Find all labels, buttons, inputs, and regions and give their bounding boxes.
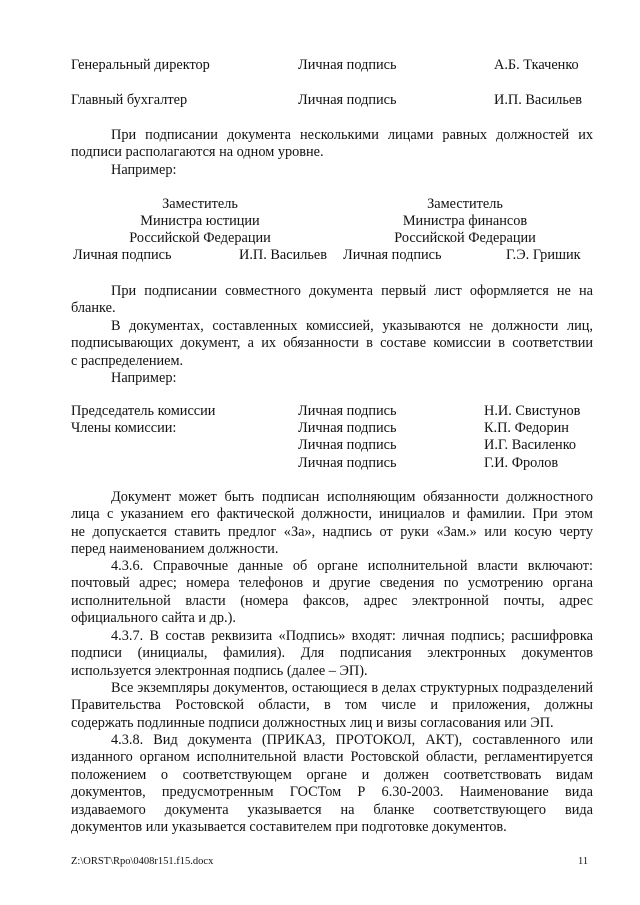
paragraph-4-3-8: 4.3.8. Вид документа (ПРИКАЗ, ПРОТОКОЛ, АКТ), составленного или изданного органом исполнительной власти Ростовской области, регламентируется положением о соответствующем органе и должен соответствовать видам документов, предусмотренным ГОСТом Р 6.30-2003. Наименование вида издаваемого документа указывается на бланке соответствующего вида документов или указывается составителем при подготовке документов. [71, 732, 593, 835]
signature-name: К.П. Федорин [484, 420, 569, 436]
signatory-left-title: Заместитель Министра юстиции Российской Федерации [129, 196, 271, 246]
signature-personal: Личная подпись [298, 403, 397, 419]
paragraph-commission: В документах, составленных комиссией, указываются не должности лиц, подписывающих документ, а их обязанности в составе комиссии в соответствии с распределением. Например: [71, 318, 593, 387]
signature-personal: Личная подпись [298, 57, 397, 73]
signature-position: Генеральный директор [71, 57, 210, 73]
signature-personal: Личная подпись [298, 92, 397, 108]
signature-name: И.П. Васильев [494, 92, 583, 108]
paragraph-4-3-6: 4.3.6. Справочные данные об органе исполнительной власти включают: почтовый адрес; номера телефонов и другие сведения по усмотрению органа исполнительной власти (номера факсов, адрес электронной почты, адрес официального сайта и др.). [71, 558, 593, 627]
example-label: Например: [111, 161, 177, 178]
signature-name: Г.Э. Гришик [506, 247, 581, 263]
paragraph-equal-positions: При подписании документа несколькими лицами равных должностей их подписи располагаются на одном уровне. Например: [71, 127, 593, 178]
signature-row [71, 57, 591, 75]
commission-members-label: Члены комиссии: [71, 420, 177, 436]
signature-name: И.Г. Василенко [484, 437, 577, 453]
example-label: Например: [111, 370, 177, 387]
signatory-right-title: Заместитель Министра финансов Российской Федерации [394, 196, 536, 246]
paragraph-joint-document: При подписании совместного документа первый лист оформляется не на бланке. [71, 283, 593, 317]
signature-personal: Личная подпись [73, 247, 172, 263]
paragraph-4-3-7: 4.3.7. В состав реквизита «Подпись» входят: личная подпись; расшифровка подписи (инициалы, фамилия). Для подписания электронных документов используется электронная подпись (далее – ЭП). [71, 628, 593, 679]
signature-row [71, 92, 591, 110]
signature-personal: Личная подпись [298, 455, 397, 471]
signature-name: Г.И. Фролов [484, 455, 559, 471]
footer-file-path: Z:\ORST\Rpo\0408r151.f15.docx [71, 856, 214, 867]
signature-name: И.П. Васильев [239, 247, 328, 263]
page-number: 11 [578, 856, 589, 867]
commission-chair-label: Председатель комиссии [71, 403, 216, 419]
signature-personal: Личная подпись [298, 420, 397, 436]
signature-personal: Личная подпись [343, 247, 442, 263]
signature-name: А.Б. Ткаченко [494, 57, 579, 73]
paragraph-acting-official: Документ может быть подписан исполняющим обязанности должностного лица с указанием его фактической должности, инициалов и фамилии. При этом не допускается ставить предлог «За», надпись от руки «Зам.» или косую черту перед наименованием должности. [71, 489, 593, 558]
signature-position: Главный бухгалтер [71, 92, 188, 108]
signature-name: Н.И. Свистунов [484, 403, 581, 419]
signature-personal: Личная подпись [298, 437, 397, 453]
paragraph-copies: Все экземпляры документов, остающиеся в делах структурных подразделений Правительства Ростовской области, в том числе и приложения, должны содержать подлинные подписи должностных лиц и визы согласования или ЭП. [71, 680, 593, 731]
